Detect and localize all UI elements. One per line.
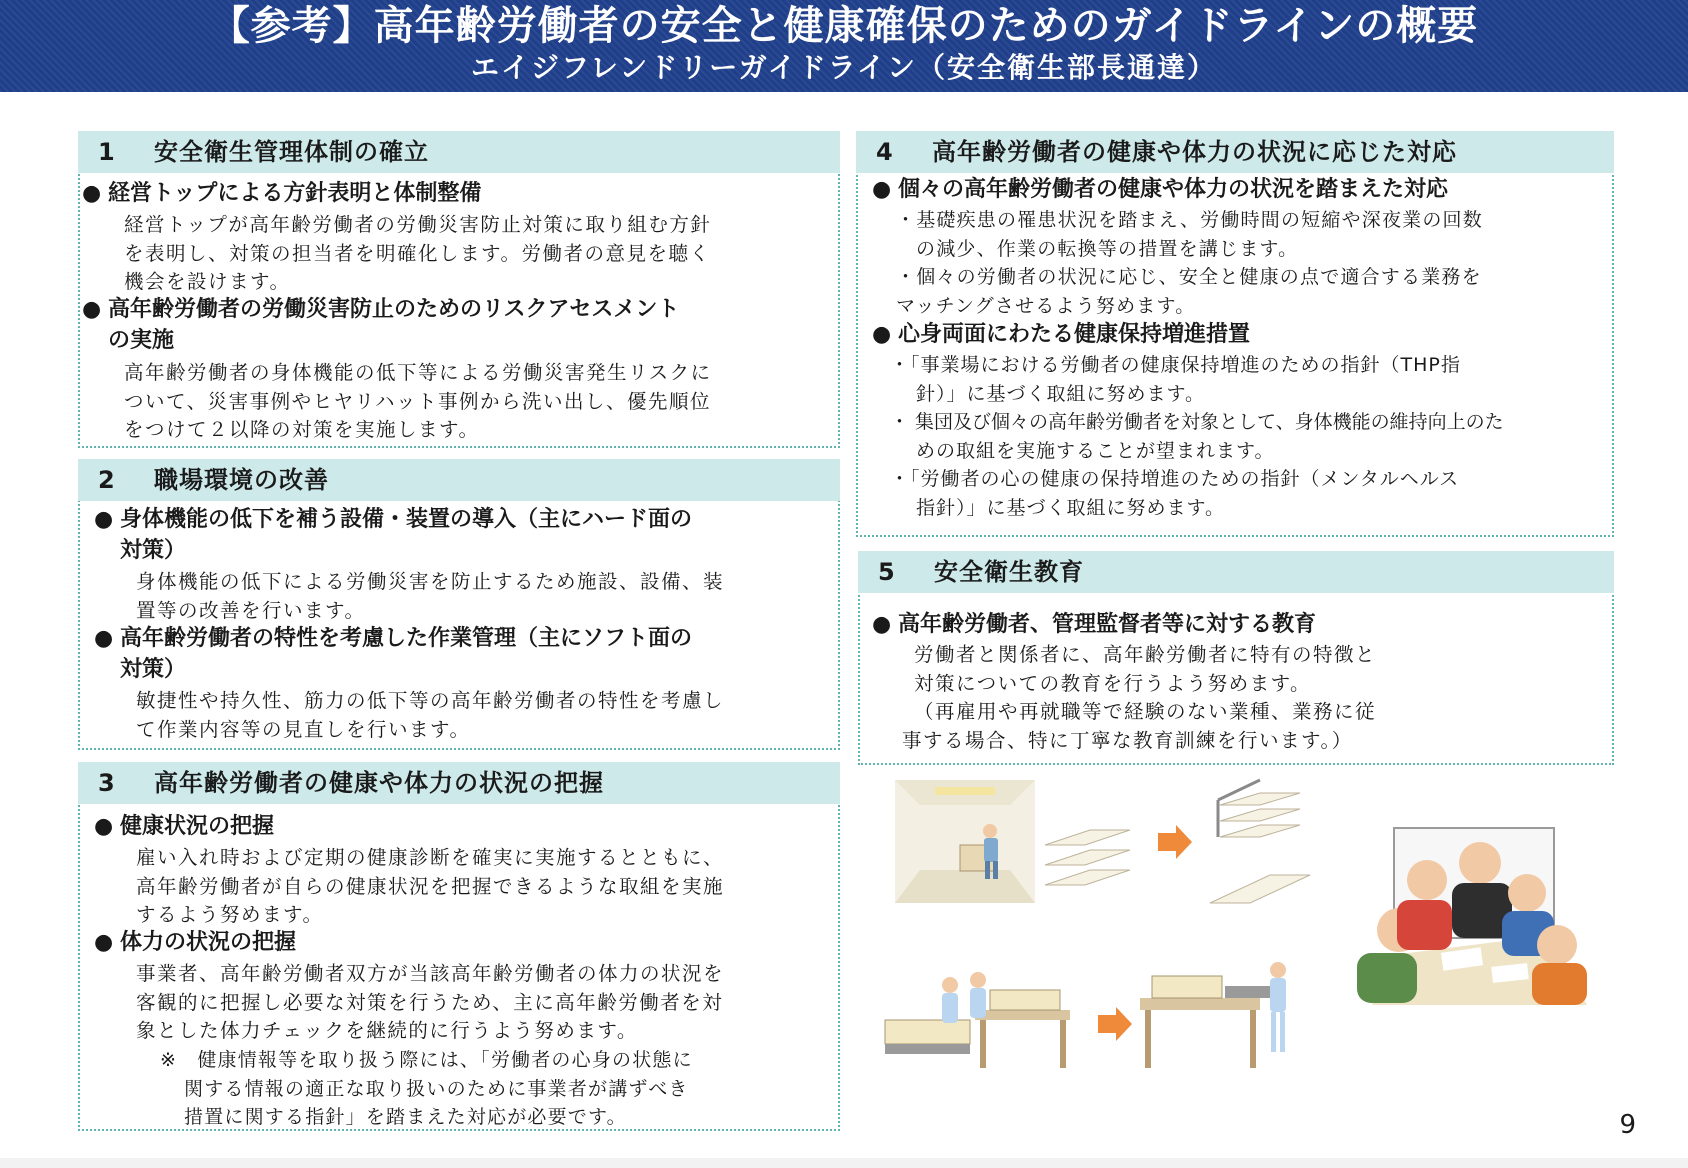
section-4-title: 高年齢労働者の健康や体力の状況に応じた対応 xyxy=(932,138,1457,166)
text-line: 身体機能の低下による労働災害を防止するため施設、設備、装 xyxy=(136,570,725,593)
text-line: ついて、災害事例やヒヤリハット事例から洗い出し、優先順位 xyxy=(124,389,712,413)
body-paragraph xyxy=(890,351,1504,522)
bullet-text: 個々の高年齢労働者の健康や体力の状況を踏まえた対応 xyxy=(898,177,1449,202)
equipment-improvement-illustration xyxy=(890,775,1320,915)
bullet-text: 対策） xyxy=(120,657,187,682)
text-line: 経営トップが高年齢労働者の労働災害防止対策に取り組む方針 xyxy=(124,213,712,236)
work-posture-illustration xyxy=(880,960,1340,1080)
section-3-number: 3 xyxy=(98,769,116,797)
text-line: ・基礎疾患の罹患状況を踏まえ、労働時間の短縮や深夜業の回数 xyxy=(896,209,1483,231)
bullet-text: 心身両面にわたる健康保持増進措置 xyxy=(898,322,1251,347)
body-paragraph xyxy=(896,206,1483,320)
bullet-dot: ● xyxy=(94,930,114,955)
bullet-dot: ● xyxy=(872,322,892,347)
bullet-text: 身体機能の低下を補う設備・装置の導入（主にハード面の xyxy=(120,507,693,532)
header-banner xyxy=(0,0,1688,92)
section-3-title: 高年齢労働者の健康や体力の状況の把握 xyxy=(154,769,604,797)
text-line: の減少、作業の転換等の措置を講じます。 xyxy=(916,237,1299,260)
text-line: ・「労働者の心の健康の保持増進のための指針（メンタルヘルス xyxy=(890,468,1460,490)
section-5-safety-education xyxy=(858,551,1614,765)
stairs-before xyxy=(1045,830,1130,885)
bullet-text: 高年齢労働者、管理監督者等に対する教育 xyxy=(898,612,1317,637)
section-1-safety-management xyxy=(78,131,840,448)
section-5-number: 5 xyxy=(878,558,896,586)
text-line: を表明し、対策の担当者を明確化します。労働者の意見を聴く xyxy=(124,241,711,265)
body-paragraph xyxy=(124,211,711,297)
bullet-dot: ● xyxy=(872,612,892,637)
page-number: 9 xyxy=(1619,1110,1636,1140)
workers-after xyxy=(1140,962,1286,1068)
section-2-work-environment xyxy=(78,459,840,750)
bullet-text: 体力の状況の把握 xyxy=(120,930,297,955)
section-2-number: 2 xyxy=(98,466,116,494)
section-4-health-response xyxy=(856,131,1614,537)
text-line: （再雇用や再就職等で経験のない業種、業務に従 xyxy=(914,700,1377,723)
bullet-text: 対策） xyxy=(120,538,187,563)
text-line: 高年齢労働者が自らの健康状況を把握できるような取組を実施 xyxy=(136,874,725,898)
text-line: 置等の改善を行います。 xyxy=(136,598,366,622)
section-1-title: 安全衛生管理体制の確立 xyxy=(154,138,429,166)
text-line: 指針）」に基づく取組に努めます。 xyxy=(916,496,1225,519)
bullet-dot: ● xyxy=(872,177,892,202)
bullet-dot: ● xyxy=(94,507,114,532)
text-line: 敏捷性や持久性、筋力の低下等の高年齢労働者の特性を考慮し xyxy=(136,689,725,712)
note-line: 措置に関する指針」を踏まえた対応が必要です。 xyxy=(184,1106,627,1128)
section-2-title: 職場環境の改善 xyxy=(154,466,329,494)
note-line: 関する情報の適正な取り扱いのために事業者が講ずべき xyxy=(184,1077,689,1100)
text-line: 事業者、高年齢労働者双方が当該高年齢労働者の体力の状況を xyxy=(136,962,725,985)
text-line: 高年齢労働者の身体機能の低下等による労働災害発生リスクに xyxy=(124,361,712,384)
arrow-icon xyxy=(1098,1007,1132,1041)
note-paragraph xyxy=(160,1046,693,1132)
section-3-health-assessment xyxy=(78,762,840,1131)
text-line: 雇い入れ時および定期の健康診断を確実に実施するとともに、 xyxy=(136,846,725,869)
text-line: ・個々の労働者の状況に応じ、安全と健康の点で適合する業務を xyxy=(896,266,1482,288)
meeting-illustration xyxy=(1352,825,1592,1010)
bullet-text: 経営トップによる方針表明と体制整備 xyxy=(108,181,482,206)
bullet-dot: ● xyxy=(94,814,114,839)
text-line: 対策についての教育を行うよう努めます。 xyxy=(914,671,1312,695)
stairs-with-handrail xyxy=(1218,780,1300,837)
section-1-header xyxy=(78,131,840,173)
body-paragraph xyxy=(136,844,724,930)
section-5-title: 安全衛生教育 xyxy=(934,558,1084,586)
bullet-text: 健康状況の把握 xyxy=(120,814,275,839)
bullet-text: の実施 xyxy=(108,328,175,353)
text-line: て作業内容等の見直しを行います。 xyxy=(136,717,471,741)
corridor-scene xyxy=(895,780,1035,903)
text-line: ・ 集団及び個々の高年齢労働者を対象として、身体機能の維持向上のた xyxy=(890,411,1504,433)
body-paragraph xyxy=(136,960,724,1046)
page-title: 【参考】高年齢労働者の安全と健康確保のためのガイドラインの概要 xyxy=(209,3,1479,49)
section-1-number: 1 xyxy=(98,138,116,166)
bullet-dot: ● xyxy=(82,181,102,206)
slope-ramp xyxy=(1210,875,1310,903)
bullet-dot: ● xyxy=(82,297,102,322)
body-paragraph xyxy=(124,359,712,445)
text-line: マッチングさせるよう努めます。 xyxy=(896,294,1196,317)
text-line: 客観的に把握し必要な対策を行うため、主に高年齢労働者を対 xyxy=(136,990,724,1014)
section-4-header xyxy=(856,131,1614,173)
text-line: 労働者と関係者に、高年齢労働者に特有の特徴と xyxy=(914,643,1377,666)
arrow-icon xyxy=(1158,825,1192,859)
footer-bar xyxy=(0,1158,1688,1168)
text-line: 事する場合、特に丁寧な教育訓練を行います。） xyxy=(902,728,1353,752)
note-line: ※ 健康情報等を取り扱う際には、「労働者の心身の状態に xyxy=(160,1049,693,1071)
bullet-text: 高年齢労働者の労働災害防止のためのリスクアセスメント xyxy=(108,297,680,322)
section-3-header xyxy=(78,762,840,804)
body-paragraph xyxy=(902,641,1377,755)
section-5-header xyxy=(858,551,1614,593)
body-paragraph xyxy=(136,687,724,744)
bullet-dot: ● xyxy=(94,626,114,651)
body-paragraph xyxy=(136,568,724,625)
text-line: ・「事業場における労働者の健康保持増進のための指針（THP指 xyxy=(890,354,1461,376)
section-2-header xyxy=(78,459,840,501)
workers-before xyxy=(885,972,1070,1068)
section-4-number: 4 xyxy=(876,138,894,166)
page-subtitle: エイジフレンドリーガイドライン（安全衛生部長通達） xyxy=(471,51,1217,84)
text-line: 象とした体力チェックを継続的に行うよう努めます。 xyxy=(136,1019,638,1042)
text-line: 機会を設けます。 xyxy=(124,270,291,293)
text-line: をつけて２以降の対策を実施します。 xyxy=(124,418,480,441)
text-line: するよう努めます。 xyxy=(136,903,324,926)
text-line: 針）」に基づく取組に努めます。 xyxy=(916,382,1205,405)
bullet-text: 高年齢労働者の特性を考慮した作業管理（主にソフト面の xyxy=(120,626,693,651)
text-line: めの取組を実施することが望まれます。 xyxy=(916,439,1275,462)
